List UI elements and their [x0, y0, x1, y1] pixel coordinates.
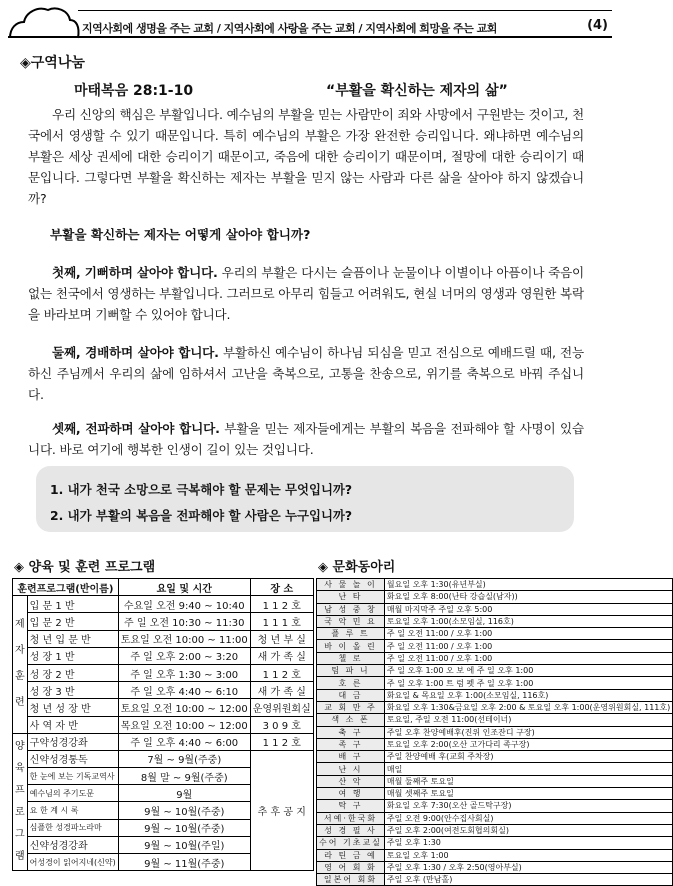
program-name: 어성경이 읽어지네(신약): [27, 854, 118, 871]
program-name: 한 눈에 보는 기독교역사: [27, 768, 118, 785]
program-time: 8월 말 ~ 9월(주중): [118, 768, 250, 785]
section-title-training: ◈ 양육 및 훈련 프로그램: [14, 560, 156, 575]
table-row: [13, 664, 314, 681]
club-schedule: 주일 오후 찬양예배후(진위 인조잔디 구장): [384, 726, 672, 738]
club-name: 배 구: [317, 751, 385, 763]
table-row: [13, 596, 314, 613]
table-row: [317, 615, 673, 627]
club-schedule: 주일 오전 9:00(안수집사회실): [384, 812, 672, 824]
club-schedule: 화요일 & 목요일 오후 1:00(소모임실, 116호): [384, 689, 672, 701]
club-name: 서예·한국화: [317, 812, 385, 824]
program-time: 9월 ~ 10월(주중): [118, 819, 250, 836]
table-row: [317, 652, 673, 664]
club-schedule: 주일 오후 1:30 / 오후 2:50(영아부실): [384, 861, 672, 873]
table-row: [13, 647, 314, 664]
program-time: 주 일 오후 1:30 ~ 3:00: [118, 664, 250, 681]
program-name: 예수님의 주기도문: [27, 785, 118, 802]
table-row: [317, 763, 673, 775]
club-name: 탁 구: [317, 800, 385, 812]
program-place: 1 1 2 호: [250, 596, 313, 613]
program-name: 청 년 입 문 반: [27, 630, 118, 647]
header-divider: [8, 36, 612, 38]
club-name: 첼 로: [317, 652, 385, 664]
table-row: [317, 738, 673, 750]
club-name: 난 시: [317, 763, 385, 775]
table-row: [317, 628, 673, 640]
program-time: 토요일 오전 10:00 ~ 12:00: [118, 699, 250, 716]
table-row: [13, 716, 314, 733]
table-row: [317, 701, 673, 713]
program-name: 성 장 2 반: [27, 664, 118, 681]
header-time: 요일 및 시간: [118, 579, 250, 596]
point-second: [28, 342, 584, 405]
table-row: [317, 591, 673, 603]
club-schedule: 토요일 오후 1:00: [384, 849, 672, 861]
club-schedule: 주일 오후 (만남홀): [384, 874, 672, 886]
table-row: [13, 613, 314, 630]
table-row: [317, 824, 673, 836]
program-time: 주 일 오전 10:30 ~ 11:30: [118, 613, 250, 630]
program-time: 주 일 오후 4:40 ~ 6:00: [118, 733, 250, 750]
club-name: 호 른: [317, 677, 385, 689]
intro-paragraph: 우리 신앙의 핵심은 부활입니다. 예수님의 부활을 믿는 사람만이 죄와 사망에서 구원받는 것이고, 천국에서 영생할 수 있기 때문입니다. 특히 예수님의 부활은 가장 완전한 승리입니다. 왜냐하면 예수님의 부활은 세상 권세에 대한 승리이기 때문이고, 죽음에 대한 승리이기 때문이며, 절망에 대한 승리이기 때문입니다. 그렇다면 부활을 확신하는 제자는 부활을 믿지 않는 사람과 다른 삶을 살아야 하지 않겠습니까?: [28, 107, 584, 206]
table-row: [317, 849, 673, 861]
club-name: 교 회 만 주: [317, 701, 385, 713]
program-time: 토요일 오전 10:00 ~ 11:00: [118, 630, 250, 647]
point-body: 부활하신 예수님이 하나님 되심을 믿고 전심으로 예배드릴 때, 전능하신 주님께서 우리의 삶에 임하셔서 고난을 축복으로, 고통을 찬송으로, 위기를 축복으로 바꿔 주십니다.: [28, 345, 584, 402]
club-name: 산 악: [317, 775, 385, 787]
program-name: 구약성경강좌: [27, 733, 118, 750]
club-name: 난 타: [317, 591, 385, 603]
table-row: [317, 788, 673, 800]
clubs-table: [316, 578, 673, 886]
program-place: 청 년 부 실: [250, 630, 313, 647]
program-place: 1 1 2 호: [250, 733, 313, 750]
program-name: 입 문 1 반: [27, 596, 118, 613]
program-name: 청 년 성 장 반: [27, 699, 118, 716]
program-place: 운영위원회실: [250, 699, 313, 716]
table-row: [317, 714, 673, 726]
program-place: 1 1 2 호: [250, 664, 313, 681]
program-time: 9월 ~ 11월(주중): [118, 854, 250, 871]
club-name: 바 이 올 린: [317, 640, 385, 652]
club-name: 영 어 회 화: [317, 861, 385, 873]
cloud-logo-icon: [8, 4, 82, 40]
training-table: [12, 578, 314, 871]
table-row: [317, 579, 673, 591]
main-question: 부활을 확신하는 제자는 어떻게 살아야 합니까?: [50, 227, 311, 242]
table-row: [13, 733, 314, 750]
table-row: [317, 726, 673, 738]
table-row: [317, 861, 673, 873]
club-name: 성 경 필 사: [317, 824, 385, 836]
sermon-title: “부활을 확신하는 제자의 삶”: [326, 83, 508, 99]
discussion-question-2: 2. 내가 부활의 복음을 전파해야 할 사람은 누구입니까?: [50, 508, 353, 523]
point-body: 부활을 믿는 제자들에게는 부활의 복음을 전파해야 할 사명이 있습니다. 바로 여기에 행복한 인생이 길이 있는 것입니다.: [28, 421, 584, 457]
table-row: [317, 665, 673, 677]
program-place: 새 가 족 실: [250, 682, 313, 699]
table-row: [13, 750, 314, 767]
header-program: 훈련프로그램(반이름): [13, 579, 119, 596]
club-schedule: 화요일 오후 7:30(오산 골드탁구장): [384, 800, 672, 812]
program-time: 7월 ~ 9월(주중): [118, 750, 250, 767]
club-schedule: 주 일 오후 1:00 오 보 에 주 일 오후 1:00: [384, 665, 672, 677]
program-place: 1 1 1 호: [250, 613, 313, 630]
group-label-discipleship: 제 자 훈 련: [13, 596, 28, 734]
program-name: 입 문 2 반: [27, 613, 118, 630]
club-schedule: 월요일 오후 1:30(유년부실): [384, 579, 672, 591]
page-header: [8, 4, 612, 40]
program-time: 주 일 오후 2:00 ~ 3:20: [118, 647, 250, 664]
point-head: 셋째, 전파하며 살아야 합니다.: [52, 421, 220, 436]
section-title-clubs: ◈ 문화동아리: [318, 560, 396, 575]
club-schedule: 매월 셋째주 토요일: [384, 788, 672, 800]
club-schedule: 주 일 오전 11:00 / 오후 1:00: [384, 652, 672, 664]
point-body: 우리의 부활은 다시는 슬픔이나 눈물이나 이별이나 아픔이나 죽음이 없는 천국에서 영생하는 부활입니다. 그러므로 아무리 힘들고 어려워도, 현실 너머의 영생과 영원한 복락을 바라보며 기뻐할 수 있어야 합니다.: [28, 265, 585, 322]
table-row: [317, 603, 673, 615]
program-time: 9월 ~ 10월(주중): [118, 802, 250, 819]
club-schedule: 토요일 오후 2:00(오산 고가다리 족구장): [384, 738, 672, 750]
club-schedule: 매월 마지막주 주일 오후 5:00: [384, 603, 672, 615]
point-head: 첫째, 기뻐하며 살아야 합니다.: [52, 265, 218, 280]
club-schedule: 화요일 오후 8:00(난타 강습실(남자)): [384, 591, 672, 603]
club-name: 국 악 민 요: [317, 615, 385, 627]
group-label-nurture: 양 육 프 로 그 램: [13, 733, 28, 871]
club-schedule: 주 일 오전 11:00 / 오후 1:00: [384, 628, 672, 640]
header-place: 장 소: [250, 579, 313, 596]
club-name: 팀 파 니: [317, 665, 385, 677]
table-row: [317, 874, 673, 886]
table-row: [13, 699, 314, 716]
club-schedule: 토요일, 주일 오전 11:00(선테이너): [384, 714, 672, 726]
scripture-reference: 마태복음 28:1-10: [74, 83, 194, 99]
table-row: [317, 640, 673, 652]
program-name: 신약성경통독: [27, 750, 118, 767]
table-row: [317, 837, 673, 849]
club-name: 사 물 놀 이: [317, 579, 385, 591]
header-rule: [78, 10, 612, 11]
club-name: 수어 기초교실: [317, 837, 385, 849]
club-schedule: 매월 둘째주 토요일: [384, 775, 672, 787]
club-name: 족 구: [317, 738, 385, 750]
club-schedule: 매일: [384, 763, 672, 775]
club-name: 대 금: [317, 689, 385, 701]
program-name: 사 역 자 반: [27, 716, 118, 733]
club-name: 플 루 트: [317, 628, 385, 640]
program-place-tbd: 추 후 공 지: [250, 750, 313, 870]
header-title: 지역사회에 생명을 주는 교회 / 지역사회에 사랑을 주는 교회 / 지역사회에 희망을 주는 교회: [82, 22, 497, 35]
club-name: 라 틴 금 예: [317, 849, 385, 861]
page-number: (4): [587, 18, 608, 33]
club-schedule: 주일 오후 2:00(여전도회협의회실): [384, 824, 672, 836]
point-first: [28, 262, 584, 325]
club-schedule: 주 일 오후 1:00 트 럼 펫 주 일 오후 1:00: [384, 677, 672, 689]
table-row: [317, 751, 673, 763]
point-third: [28, 418, 584, 460]
program-time: 수요일 오전 9:40 ~ 10:40: [118, 596, 250, 613]
table-row: [317, 677, 673, 689]
club-schedule: 주 일 오전 11:00 / 오후 1:00: [384, 640, 672, 652]
table-row: [13, 630, 314, 647]
club-schedule: 화요일 오후 1:30&금요일 오후 2:00 & 토요일 오후 1:00(운영위원회실, 111호): [384, 701, 672, 713]
discussion-box: [36, 466, 574, 532]
program-time: 주 일 오후 4:40 ~ 6:10: [118, 682, 250, 699]
club-schedule: 주일 찬양예배 후(교회 주차장): [384, 751, 672, 763]
program-name: 성 장 1 반: [27, 647, 118, 664]
club-name: 남 성 중 창: [317, 603, 385, 615]
club-name: 일본어 회화: [317, 874, 385, 886]
club-name: 축 구: [317, 726, 385, 738]
discussion-question-1: 1. 내가 천국 소망으로 극복해야 할 문제는 무엇입니까?: [50, 482, 353, 497]
table-row: [317, 689, 673, 701]
table-row: [317, 812, 673, 824]
club-name: 색 소 폰: [317, 714, 385, 726]
club-schedule: 토요일 오후 1:00(소모임실, 116호): [384, 615, 672, 627]
club-schedule: 주일 오후 1:30: [384, 837, 672, 849]
program-name: 성 장 3 반: [27, 682, 118, 699]
section-title-cell-group: ◈구역나눔: [20, 55, 85, 71]
program-name: 요 한 계 시 록: [27, 802, 118, 819]
program-time: 9월 ~ 10월(주일): [118, 836, 250, 853]
table-row: [13, 682, 314, 699]
program-time: 9월: [118, 785, 250, 802]
program-name: 심플한 성경파노라마: [27, 819, 118, 836]
program-name: 신약성경강좌: [27, 836, 118, 853]
program-time: 목요일 오전 10:00 ~ 12:00: [118, 716, 250, 733]
table-row: [317, 775, 673, 787]
table-row: [317, 800, 673, 812]
program-place: 새 가 족 실: [250, 647, 313, 664]
point-head: 둘째, 경배하며 살아야 합니다.: [52, 345, 219, 360]
table-header-row: [13, 579, 314, 596]
program-place: 3 0 9 호: [250, 716, 313, 733]
club-name: 여 행: [317, 788, 385, 800]
